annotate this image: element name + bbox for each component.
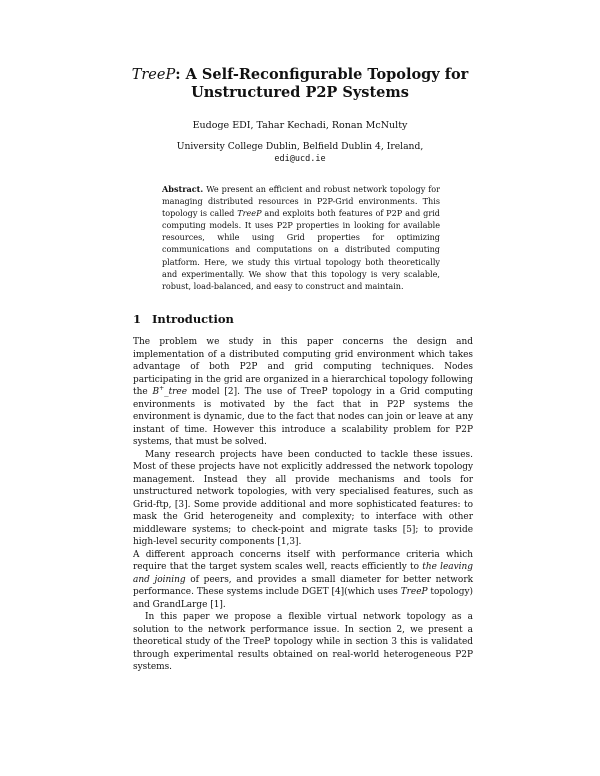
p1-text-a: The problem we study in this paper concerns the design and implementation of a distributed computing grid environment which takes advantage of both P2P and grid computing techniques. Nodes participating in the grid are organized in a hierarchical topology following the [133, 337, 473, 397]
title-line-1 [0, 66, 600, 84]
p3-emphasis: the leaving and joining [133, 562, 474, 585]
p3-text-c: topology) and GrandLarge [1]. [133, 587, 473, 610]
abstract [162, 183, 440, 292]
title-line-1-rest: : A Self-Reconfigurable Topology for [175, 66, 469, 83]
p1-btree-sup: + [159, 385, 165, 393]
paper-title [0, 66, 600, 102]
section-heading [133, 312, 473, 326]
p3-text-b: of peers, and provides a small diameter for better network performance. These systems include DGET [4](which uses [133, 574, 474, 597]
body-paragraph-1 [133, 336, 473, 449]
p1-btree-tree: _tree [164, 387, 188, 397]
body-paragraph-4: In this paper we propose a flexible virtual network topology as a solution to the network performance issue. In section 2, we present a theoretical study of the TreeP topology while in section 3 this is validated through experimental results obtained on real-world heterogeneous P2P systems. [133, 612, 473, 672]
body-paragraph-3 [133, 549, 473, 612]
abstract-treep: TreeP [237, 208, 262, 219]
affiliation-line: University College Dublin, Belfield Dublin 4, Ireland, [176, 141, 424, 152]
abstract-label: Abstract. [162, 184, 204, 194]
abstract-text-1: We present an efficient and robust network topology for managing distributed resources in P2P-Grid environments. This topology is called [162, 184, 440, 219]
abstract-text-2: and exploits both features of P2P and grid computing models. It uses P2P properties in looking for available resources, while using Grid properties for optimizing communications and computations on a distributed computing platform. Here, we study this virtual topology both theoretically and experimentally. We show that this topology is very scalable, robust, load-balanced, and easy to construct and maintain. [162, 208, 440, 291]
p3-treep: TreeP [400, 587, 428, 597]
affiliation [0, 140, 600, 166]
p3-text-a: A different approach concerns itself with performance criteria which require that the target system scales well, reacts efficiently to [133, 549, 473, 572]
section-title: Introduction [152, 312, 234, 326]
p1-btree-b: B [152, 387, 160, 397]
title-treep-name: TreeP [131, 67, 176, 83]
p1-text-d: model [2]. The use of TreeP topology in a Grid computing environments is motivated by the fact that in P2P systems the environment is dynamic, due to the fact that nodes can join or leave at any instant of time. However this introduce a scalability problem for P2P systems, that must be solved. [133, 387, 473, 447]
abstract-paragraph [162, 183, 440, 292]
title-line-2: Unstructured P2P Systems [191, 84, 409, 101]
section-number: 1 [133, 312, 142, 326]
body-paragraph-2: Many research projects have been conducted to tackle these issues. Most of these projects have not explicitly addressed the network topology management. Instead they all provide mechanisms and tools for unstructured network topologies, with very specialised features, such as Grid-ftp, [3]. Some provide additional and more sophisticated features: to mask the Grid heterogeneity and complexity; to interface with other middleware systems; to check-point and migrate tasks [5]; to provide high-level security components [1,3]. [133, 449, 473, 547]
author-email: edi@ucd.ie [274, 154, 326, 164]
section-body [133, 336, 473, 674]
author-list: Eudoge EDI, Tahar Kechadi, Ronan McNulty [192, 120, 408, 131]
